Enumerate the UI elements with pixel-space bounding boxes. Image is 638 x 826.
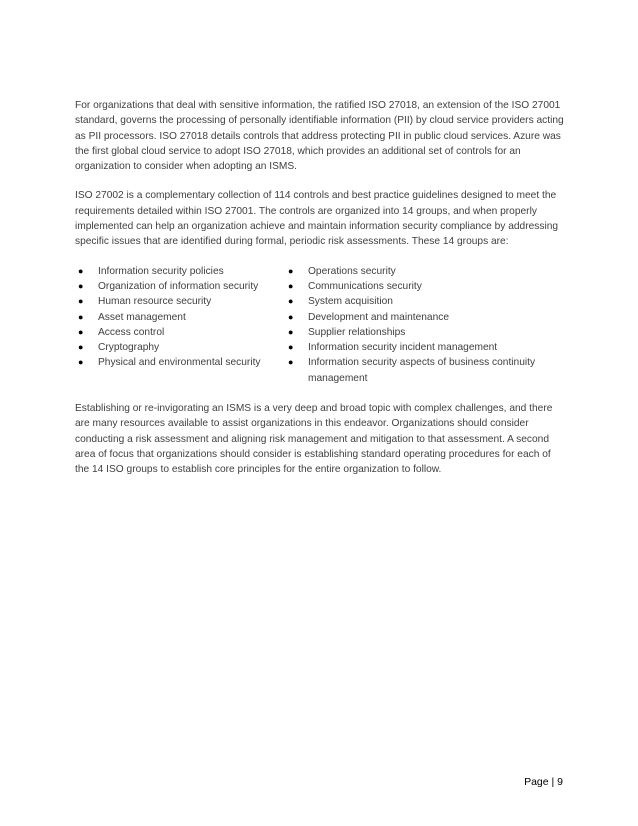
list-item-label: System acquisition — [308, 296, 393, 308]
list-item — [75, 294, 285, 309]
list-item-label: Information security aspects of business continuity management — [308, 357, 536, 384]
bullet-icon: ● — [78, 280, 84, 291]
paragraph-iso-27018: For organizations that deal with sensitive information, the ratified ISO 27018, an extension of the ISO 27001 standard, governs the processing of personally identifiable information (PII) by cloud service providers acting as PII processors. ISO 27018 details controls that address protecting PII in public cloud services. Azure was the first global cloud service to adopt ISO 27018, which provides an additional set of controls for an organization to consider when adopting an ISMS. — [75, 100, 564, 173]
list-item — [285, 310, 555, 325]
paragraph-iso-27002: ISO 27002 is a complementary collection of 114 controls and best practice guidelines designed to meet the requirements detailed within ISO 27001. The controls are organized into 14 groups, and when properly implemented can help an organization achieve and maintain information security compliance by addressing specific issues that are identified during formal, periodic risk assessments. These 14 groups are: — [75, 190, 559, 248]
bullet-icon: ● — [78, 296, 84, 307]
bullet-icon: ● — [78, 265, 84, 276]
list-item — [75, 325, 285, 340]
page-number: Page | 9 — [524, 776, 563, 788]
bullet-icon: ● — [78, 326, 84, 337]
bullet-icon: ● — [288, 311, 294, 322]
list-item-label: Supplier relationships — [308, 326, 406, 338]
bullet-icon: ● — [78, 311, 84, 322]
bullet-icon: ● — [288, 357, 294, 368]
bullet-icon: ● — [288, 326, 294, 337]
list-item-label: Organization of information security — [98, 280, 259, 292]
list-item-label: Development and maintenance — [308, 311, 450, 323]
bullet-icon: ● — [78, 342, 84, 353]
iso-groups-right-column — [285, 264, 555, 386]
list-item — [75, 264, 285, 279]
list-item — [75, 340, 285, 355]
list-item-label: Information security policies — [98, 265, 224, 277]
list-item — [285, 264, 555, 279]
list-item — [285, 355, 555, 386]
list-item — [75, 355, 285, 370]
bullet-icon: ● — [78, 357, 84, 368]
iso-groups-left-column — [75, 264, 285, 386]
list-item — [285, 325, 555, 340]
list-item-label: Information security incident management — [308, 342, 498, 354]
list-item-label: Physical and environmental security — [98, 357, 261, 369]
list-item — [285, 279, 555, 294]
list-item-label: Access control — [98, 326, 165, 338]
iso-groups-list — [75, 264, 565, 386]
bullet-icon: ● — [288, 342, 294, 353]
list-item — [285, 340, 555, 355]
list-item — [75, 279, 285, 294]
list-item — [75, 310, 285, 325]
list-item — [285, 294, 555, 309]
list-item-label: Communications security — [308, 280, 422, 292]
bullet-icon: ● — [288, 265, 294, 276]
page-body — [75, 98, 565, 492]
bullet-icon: ● — [288, 296, 294, 307]
list-item-label: Operations security — [308, 265, 396, 277]
list-item-label: Human resource security — [98, 296, 212, 308]
bullet-icon: ● — [288, 280, 294, 291]
list-item-label: Asset management — [98, 311, 186, 323]
list-item-label: Cryptography — [98, 342, 160, 354]
paragraph-isms-guidance: Establishing or re-invigorating an ISMS is a very deep and broad topic with complex challenges, and there are many resources available to assist organizations in this endeavor. Organizations should consider conducting a risk assessment and aligning risk management and mitigation to that assessment. A second area of focus that organizations should consider is establishing standard operating procedures for each of the 14 ISO groups to establish core principles for the entire organization to follow. — [75, 403, 553, 476]
